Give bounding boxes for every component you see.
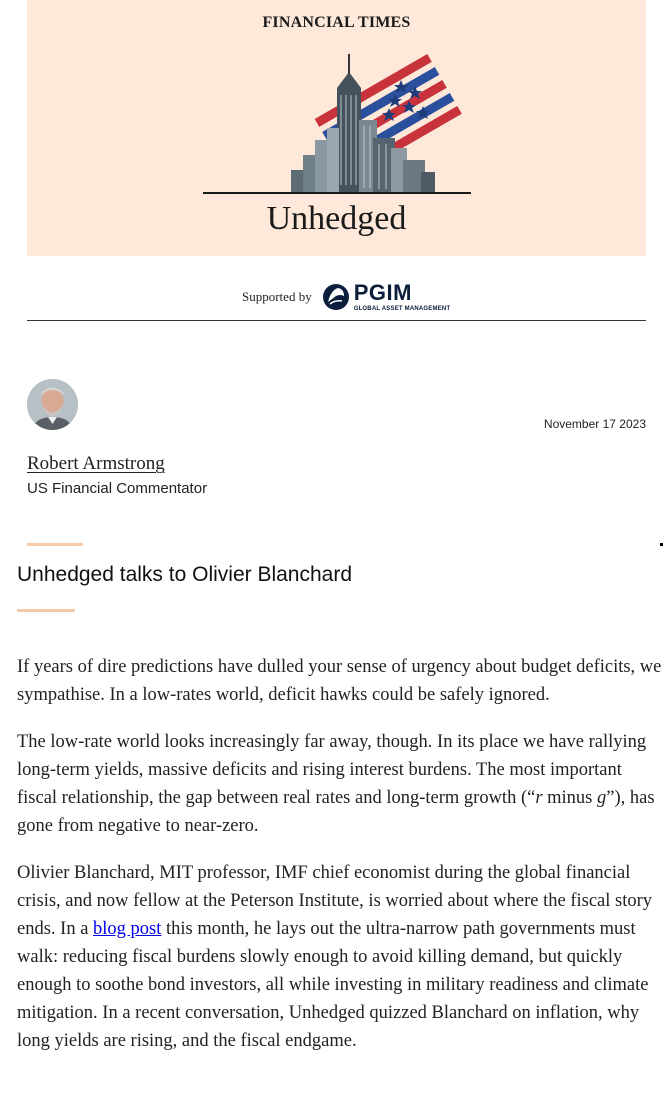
article-body <box>17 653 663 1074</box>
article-title: Unhedged talks to Olivier Blanchard <box>17 563 353 586</box>
paragraph-2-minus: minus <box>542 788 598 808</box>
pgim-brand-name: PGIM <box>353 280 412 305</box>
sponsor-label: Supported by <box>242 289 312 304</box>
g-symbol: g <box>597 788 607 808</box>
publish-date: November 17 2023 <box>543 417 646 431</box>
paragraph-3-tail: this month, he lays out the ultra-narrow path governments must walk: reducing fiscal burdens slowly enough to avoid killing demand, but quickly enough to soothe bond investors, all while investing in military readiness and climate mitigation. In a recent conversation, Unhedged quizzed Blanchard on inflation, why long yields are rising, and the fiscal endgame. <box>17 919 649 1051</box>
author-name-link[interactable]: Robert Armstrong <box>27 453 165 474</box>
paragraph-3 <box>17 859 663 1055</box>
sponsor-block <box>242 279 450 315</box>
header-divider <box>27 320 646 321</box>
paragraph-2-text: The low-rate world looks increasingly far away, though. In its place we have rallying long-term yields, massive deficits and rising interest burdens. The most important fiscal relationship, the gap between real rates and long-term growth (“ <box>17 732 647 808</box>
author-role: US Financial Commentator <box>27 480 208 497</box>
r-symbol: r <box>535 788 543 808</box>
newsletter-banner <box>27 0 646 256</box>
city-skyline-flag-icon <box>203 50 471 198</box>
avatar-photo-icon <box>27 379 78 430</box>
paragraph-2-tail: ”), has gone from negative to near-zero. <box>17 788 655 836</box>
pgim-brand-subtitle: GLOBAL ASSET MANAGEMENT <box>353 306 451 312</box>
pgim-logo[interactable] <box>322 282 451 312</box>
author-avatar[interactable] <box>27 379 78 430</box>
newsletter-name: Unhedged <box>266 200 407 237</box>
blog-post-link[interactable]: blog post <box>93 919 162 939</box>
masthead-title: FINANCIAL TIMES <box>262 14 411 31</box>
accent-bar-bottom <box>17 609 75 612</box>
paragraph-3-text: Olivier Blanchard, MIT professor, IMF chief economist during the global financial crisis, and now fellow at the Peterson Institute, is worried about where the fiscal story ends. In a <box>17 863 653 939</box>
accent-bar-top <box>27 543 83 546</box>
paragraph-1: If years of dire predictions have dulled your sense of urgency about budget deficits, we sympathise. In a low-rates world, deficit hawks could be safely ignored. <box>17 657 662 705</box>
decorative-dot <box>660 543 663 546</box>
pgim-rock-icon <box>322 282 350 312</box>
paragraph-2 <box>17 728 663 840</box>
